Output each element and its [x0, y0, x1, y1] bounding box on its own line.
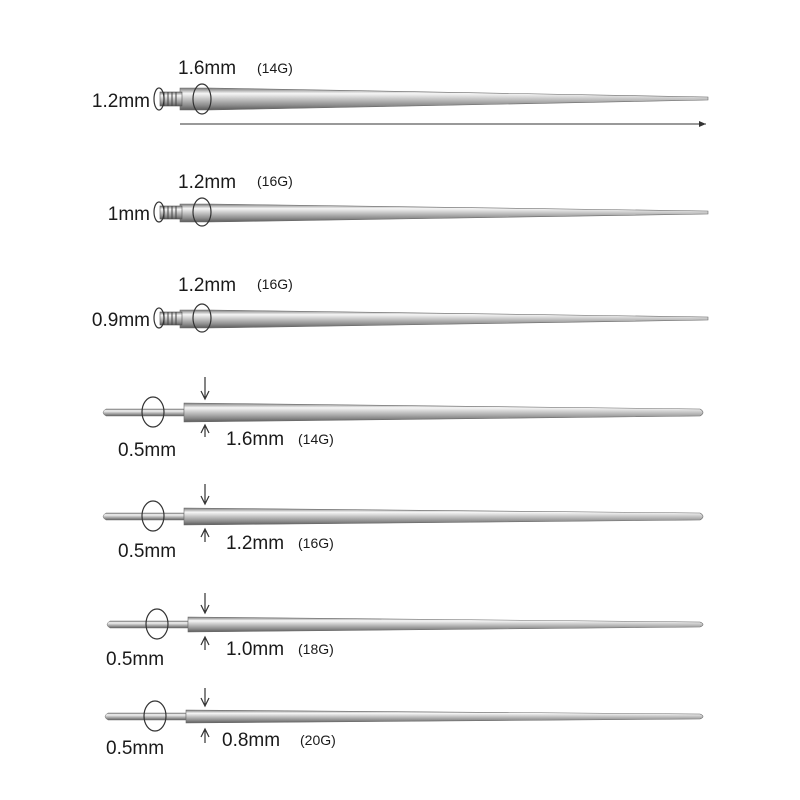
taper-body — [184, 508, 703, 525]
threaded-taper-1 — [92, 58, 708, 127]
taper-size-label: 1.6mm — [178, 58, 237, 79]
up-arrow-icon — [201, 729, 209, 743]
taper-gauge-label: (14G) — [298, 431, 334, 447]
taper-body — [186, 710, 703, 723]
thread-size-label: 0.9mm — [91, 310, 150, 331]
down-arrow-icon — [201, 484, 209, 504]
threaded-taper-3 — [92, 275, 708, 332]
pin-end — [103, 409, 184, 416]
taper-body — [180, 88, 708, 110]
pin-taper-3 — [106, 593, 703, 670]
taper-gauge-label: (20G) — [300, 732, 336, 748]
pin-size-label: 0.5mm — [106, 649, 165, 670]
pin-end — [107, 621, 188, 628]
pin-taper-1 — [103, 377, 703, 461]
taper-size-label: 1.2mm — [178, 275, 237, 296]
threaded-taper-2 — [108, 172, 708, 226]
down-arrow-icon — [201, 377, 209, 399]
down-arrow-icon — [201, 688, 209, 706]
pin-taper-4 — [105, 688, 703, 759]
taper-size-label: 1.6mm — [226, 429, 285, 450]
down-arrow-icon — [201, 593, 209, 613]
taper-size-label: 1.0mm — [226, 639, 285, 660]
pin-size-label: 0.5mm — [118, 541, 177, 562]
up-arrow-icon — [201, 529, 209, 542]
pin-size-label: 0.5mm — [106, 738, 165, 759]
taper-size-label: 0.8mm — [222, 730, 281, 751]
thread-size-label: 1.2mm — [91, 91, 150, 112]
taper-gauge-label: (16G) — [298, 535, 334, 551]
taper-body — [188, 617, 703, 632]
thread-size-label: 1mm — [107, 204, 150, 225]
taper-body — [184, 403, 703, 422]
taper-gauge-label: (18G) — [298, 641, 334, 657]
up-arrow-icon — [201, 425, 209, 437]
pin-taper-2 — [103, 484, 703, 562]
taper-gauge-label: (14G) — [257, 60, 293, 76]
taper-body — [180, 204, 708, 222]
pin-end — [103, 513, 184, 520]
taper-body — [180, 310, 708, 328]
taper-gauge-label: (16G) — [257, 173, 293, 189]
up-arrow-icon — [201, 637, 209, 650]
pin-size-label: 0.5mm — [118, 440, 177, 461]
pin-end — [105, 713, 186, 720]
taper-size-label: 1.2mm — [178, 172, 237, 193]
taper-gauge-label: (16G) — [257, 276, 293, 292]
taper-size-label: 1.2mm — [226, 533, 285, 554]
